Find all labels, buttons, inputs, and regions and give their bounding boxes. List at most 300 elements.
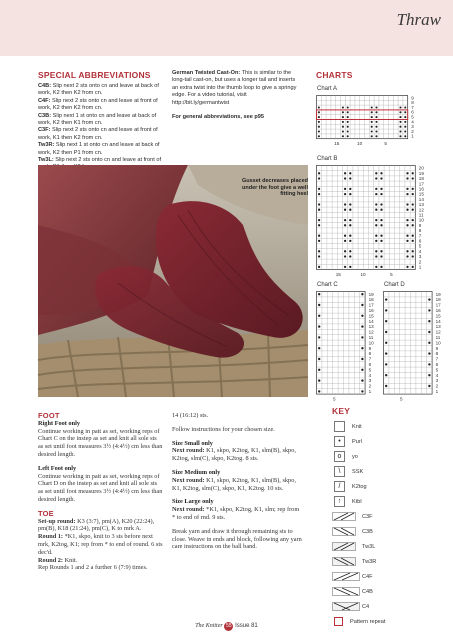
purl-mark (349, 209, 351, 211)
chart-a (316, 95, 446, 145)
key-item-c3f: C3F (332, 509, 442, 524)
purl-mark (371, 111, 373, 113)
purl-mark (361, 304, 363, 306)
chart-c (316, 291, 378, 402)
purl-mark (344, 209, 346, 211)
key-item-tw3r: Tw3R (332, 554, 442, 569)
purl-mark (318, 177, 320, 179)
purl-mark (342, 106, 344, 108)
purl-mark (385, 309, 387, 311)
row-number: 11 (368, 335, 374, 341)
purl-mark (385, 331, 387, 333)
purl-mark (385, 363, 387, 365)
purl-mark (371, 135, 373, 137)
page-number-badge: 55 (226, 623, 232, 629)
purl-mark (406, 255, 408, 257)
key-item-knit: Knit (332, 419, 442, 434)
column-number: 15 (335, 272, 341, 277)
purl-mark (380, 172, 382, 174)
purl-mark (344, 177, 346, 179)
purl-mark (349, 266, 351, 268)
row-number: 10 (435, 340, 441, 346)
purl-mark (349, 219, 351, 221)
row-number: 7 (435, 356, 439, 362)
purl-mark (428, 363, 430, 365)
purl-mark (375, 266, 377, 268)
purl-mark (344, 250, 346, 252)
row-number: 5 (435, 367, 439, 373)
purl-mark (375, 255, 377, 257)
purl-mark (406, 209, 408, 211)
key-item-ssk: \ SSK (332, 464, 442, 479)
chart-a-label: Chart A (317, 86, 338, 92)
key-item-c4b: C4B (332, 584, 442, 599)
purl-mark (361, 293, 363, 295)
purl-mark (361, 315, 363, 317)
purl-mark (318, 379, 320, 381)
row-number: 3 (368, 378, 372, 384)
purl-mark (347, 126, 349, 128)
purl-mark (375, 193, 377, 195)
row-number: 7 (418, 233, 422, 239)
row-number: 8 (435, 351, 439, 357)
row-number: 4 (368, 372, 372, 378)
purl-mark (380, 188, 382, 190)
purl-mark (412, 209, 414, 211)
purl-mark (349, 177, 351, 179)
key-item-tw3l: Tw3L (332, 539, 442, 554)
purl-mark (318, 224, 320, 226)
size-large-text: Next round: *K1, skpo, K2tog, K1, slm; rep from * to end of rnd. 9 sts. (172, 506, 300, 521)
purl-mark (380, 203, 382, 205)
purl-mark (371, 130, 373, 132)
purl-mark (428, 385, 430, 387)
purl-mark (347, 116, 349, 118)
purl-mark (344, 193, 346, 195)
follow-note: Follow instructions for your chosen size. (172, 425, 275, 433)
row-number: 17 (418, 181, 424, 187)
key-heading: KEY (332, 406, 351, 416)
row-number: 15 (368, 313, 374, 319)
chart-grid-border (317, 96, 408, 139)
purl-mark (406, 219, 408, 221)
purl-mark (344, 266, 346, 268)
key-item-pattern-repeat: Pattern repeat (332, 614, 442, 629)
row-number: 8 (411, 100, 414, 106)
purl-mark (318, 336, 320, 338)
instructions-column-1 (38, 412, 163, 572)
purl-mark (318, 293, 320, 295)
row-number: 12 (418, 207, 424, 213)
size-medium-heading: Size Medium only (172, 468, 221, 476)
key-item-ktbl: ↑ Ktbl (332, 494, 442, 509)
purl-mark (318, 266, 320, 268)
row-number: 19 (368, 291, 374, 297)
key-item-k2tog: / K2tog (332, 479, 442, 494)
purl-mark (385, 374, 387, 376)
row-number: 7 (368, 356, 372, 362)
purl-mark (404, 116, 406, 118)
purl-mark (406, 188, 408, 190)
purl-mark (344, 224, 346, 226)
purl-mark (428, 320, 430, 322)
row-number: 10 (368, 340, 374, 346)
purl-mark (344, 240, 346, 242)
purl-mark (412, 255, 414, 257)
k2tog-symbol: / (334, 481, 345, 492)
row-number: 19 (435, 291, 441, 297)
ssk-symbol: \ (334, 466, 345, 477)
round-1: Round 1: *K1, skpo, knit to 3 sts before next mrk, K2tog, K1; rep from * to end of round. 6 sts dec'd. (38, 533, 163, 556)
sock-photo (38, 165, 308, 397)
row-number: 9 (435, 345, 439, 351)
chart-b-label: Chart B (317, 156, 338, 162)
row-number: 1 (411, 133, 414, 139)
row-number: 2 (418, 259, 422, 265)
purl-mark (344, 188, 346, 190)
issue-number: Issue 81 (235, 623, 258, 629)
purl-mark (404, 126, 406, 128)
right-foot-heading: Right Foot only (38, 419, 80, 427)
row-number: 2 (368, 383, 372, 389)
tw3l-symbol (332, 542, 356, 551)
purl-mark (361, 347, 363, 349)
row-number: 1 (368, 389, 372, 395)
chart-grid-border (317, 292, 366, 395)
row-number: 3 (435, 378, 439, 384)
purl-mark (375, 224, 377, 226)
purl-mark (318, 203, 320, 205)
purl-mark (371, 121, 373, 123)
row-number: 15 (435, 313, 441, 319)
purl-mark (404, 130, 406, 132)
cast-on-text: German Twisted Cast-On: This is similar to the long-tail cast-on, but uses a longer tail and inserts an extra twist into the thumb loop to give a springy edge. For a video tutorial, visit http://bit.ly/germantwist (172, 70, 297, 106)
purl-mark (380, 177, 382, 179)
size-medium-text: Next round: K1, skpo, K2tog, K1, slm(B), skpo, K1, K2tog, slm(C), skpo, K1, K2tog. 10 sts. (172, 476, 296, 492)
purl-mark (412, 240, 414, 242)
row-number: 16 (418, 186, 424, 192)
purl-mark (318, 219, 320, 221)
purl-mark (385, 342, 387, 344)
c4f-symbol (332, 572, 360, 581)
row-number: 19 (418, 170, 424, 176)
purl-mark (375, 126, 377, 128)
row-number: 13 (418, 202, 424, 208)
purl-mark (361, 369, 363, 371)
abbreviation-item: C3B: Slip next 1 st onto cn and leave at back of work, K2 then K1 from cn. (38, 112, 157, 127)
purl-mark (385, 352, 387, 354)
purl-mark (318, 390, 320, 392)
purl-mark (428, 352, 430, 354)
purl-mark (406, 266, 408, 268)
purl-mark (318, 111, 320, 113)
row-number: 5 (418, 243, 422, 249)
row-number: 4 (418, 248, 422, 254)
purl-mark (371, 126, 373, 128)
purl-mark (349, 235, 351, 237)
purl-mark (318, 193, 320, 195)
purl-mark (344, 255, 346, 257)
row-number: 6 (368, 362, 372, 368)
purl-mark (404, 121, 406, 123)
header-band (0, 0, 453, 56)
purl-mark (406, 177, 408, 179)
purl-mark (380, 193, 382, 195)
row-number: 14 (418, 196, 424, 202)
purl-mark (428, 374, 430, 376)
row-number: 13 (435, 324, 441, 330)
purl-mark (399, 111, 401, 113)
key-item-yo: o yo (332, 449, 442, 464)
purl-mark (406, 193, 408, 195)
purl-mark (349, 224, 351, 226)
column-number: 5 (400, 396, 403, 402)
row-number: 14 (435, 318, 441, 324)
purl-mark (371, 106, 373, 108)
row-number: 5 (368, 367, 372, 373)
purl-mark (428, 309, 430, 311)
abbreviation-item: C3F: Slip next 2 sts onto cn and leave at front of work, K1 then K2 from cn. (38, 127, 158, 141)
purl-mark (412, 203, 414, 205)
row-number: 1 (418, 264, 422, 270)
cast-on-note (172, 70, 302, 121)
row-number: 16 (368, 308, 374, 314)
purl-mark (349, 255, 351, 257)
purl-mark (428, 331, 430, 333)
instructions-column-2 (172, 412, 302, 557)
abbreviation-item: Tw3R: Slip next 1 st onto cn and leave at back of work, K2 then P1 from cn. (38, 142, 160, 156)
setup-round: Set-up round: K3 (3:7), pm(A), K20 (22:24), pm(B), K18 (21:24), pm(C), K to mrk A. (38, 517, 155, 533)
yo-symbol: o (334, 451, 345, 462)
row-number: 17 (435, 302, 441, 308)
purl-mark (380, 255, 382, 257)
purl-mark (385, 385, 387, 387)
row-number: 15 (418, 191, 424, 197)
purl-mark (318, 209, 320, 211)
row-number: 10 (418, 217, 424, 223)
purl-mark (375, 250, 377, 252)
right-foot-text: Continue working in patt as set, working reps of Chart C on the instep as set and knit all sole sts as set until foot measures 3½ (4:4½) cm less than desired length. (38, 427, 163, 458)
purl-mark (349, 193, 351, 195)
tw3r-symbol (332, 557, 356, 566)
row-number: 11 (435, 335, 441, 341)
purl-mark (347, 135, 349, 137)
stitch-count: 14 (16:12) sts. (172, 412, 209, 419)
c4b-symbol (332, 587, 360, 596)
purl-mark (347, 130, 349, 132)
purl-mark (406, 240, 408, 242)
purl-mark (399, 116, 401, 118)
purl-mark (406, 224, 408, 226)
row-number: 12 (368, 329, 374, 335)
purl-mark (361, 379, 363, 381)
row-number: 9 (411, 95, 414, 101)
purl-mark (349, 250, 351, 252)
purl-mark (412, 250, 414, 252)
purl-mark (385, 298, 387, 300)
column-number: 15 (334, 141, 340, 147)
left-foot-text: Continue working in patt as set, working reps of Chart D on the instep as set and knit all sole sts as set until foot measures 3½ (4:4½) cm less than desired length. (38, 472, 163, 503)
row-number: 4 (435, 372, 439, 378)
purl-mark (380, 224, 382, 226)
abbreviation-item: C4B: Slip next 2 sts onto cn and leave at back of work, K2 then K2 from cn. (38, 83, 159, 97)
purl-mark (344, 219, 346, 221)
purl-mark (406, 235, 408, 237)
purl-mark (385, 320, 387, 322)
purl-mark (406, 250, 408, 252)
purl-mark (375, 111, 377, 113)
purl-mark (347, 111, 349, 113)
row-number: 6 (418, 238, 422, 244)
purl-mark (404, 106, 406, 108)
purl-mark (375, 130, 377, 132)
purl-mark (412, 193, 414, 195)
purl-mark (380, 209, 382, 211)
purl-mark (412, 219, 414, 221)
photo-callout: Gusset decreases placed under the foot give a well fitting heel (241, 178, 308, 198)
purl-mark (318, 135, 320, 137)
purl-mark (344, 172, 346, 174)
row-number: 2 (411, 128, 414, 134)
row-number: 9 (368, 345, 372, 351)
round-2: Round 2: Knit. (38, 556, 78, 564)
purl-mark (380, 266, 382, 268)
purl-mark (399, 121, 401, 123)
purl-mark (375, 203, 377, 205)
purl-mark (375, 177, 377, 179)
purl-mark (412, 266, 414, 268)
purl-mark (347, 106, 349, 108)
purl-mark (380, 219, 382, 221)
purl-mark (412, 172, 414, 174)
purl-mark (412, 224, 414, 226)
foot-heading: FOOT (38, 411, 60, 420)
column-number: 10 (360, 272, 366, 277)
row-number: 3 (411, 124, 414, 130)
purl-mark (412, 235, 414, 237)
purl-mark (318, 358, 320, 360)
purl-mark (399, 135, 401, 137)
c3f-symbol (332, 512, 356, 521)
purl-mark (412, 188, 414, 190)
purl-mark (347, 121, 349, 123)
purl-mark (399, 126, 401, 128)
column-number: 5 (333, 396, 336, 402)
purl-mark (342, 121, 344, 123)
row-number: 11 (418, 212, 424, 218)
purl-mark (318, 172, 320, 174)
chart-b (316, 165, 446, 277)
row-number: 8 (418, 228, 422, 234)
row-number: 14 (368, 318, 374, 324)
purl-mark (318, 250, 320, 252)
purl-mark (380, 250, 382, 252)
purl-mark (318, 325, 320, 327)
purl-mark (399, 106, 401, 108)
purl-mark (318, 369, 320, 371)
abbreviation-item: Tw3L: Slip next 2 sts onto cn and leave at front of (38, 157, 162, 164)
charts-heading: CHARTS (316, 70, 353, 80)
purl-mark (375, 219, 377, 221)
purl-mark (342, 111, 344, 113)
purl-mark (342, 126, 344, 128)
chart-grid-border (384, 292, 433, 395)
size-small-heading: Size Small only (172, 439, 213, 447)
row-number: 7 (411, 104, 414, 110)
purl-mark (380, 235, 382, 237)
purl-mark (361, 358, 363, 360)
purl-mark (349, 203, 351, 205)
purl-mark (361, 336, 363, 338)
purl-mark (375, 172, 377, 174)
left-foot-heading: Left Foot only (38, 464, 77, 472)
purl-mark (406, 172, 408, 174)
repeat-rounds: Rep Rounds 1 and 2 a further 6 (7:9) times. (38, 564, 148, 572)
column-number: 5 (384, 141, 387, 147)
row-number: 18 (418, 176, 424, 182)
column-number: 5 (390, 272, 393, 277)
purl-mark (428, 298, 430, 300)
purl-mark (318, 121, 320, 123)
purl-mark (361, 390, 363, 392)
column-number: 10 (357, 141, 363, 147)
purl-mark (399, 130, 401, 132)
charts-section (316, 70, 446, 80)
purl-mark (318, 106, 320, 108)
purl-mark (375, 121, 377, 123)
c4-symbol (332, 602, 360, 611)
row-number: 17 (368, 302, 374, 308)
purl-mark (318, 116, 320, 118)
knit-symbol (334, 421, 345, 432)
row-number: 12 (435, 329, 441, 335)
chart-d (383, 291, 445, 402)
purl-mark (344, 235, 346, 237)
purl-mark (375, 106, 377, 108)
purl-mark (371, 116, 373, 118)
ktbl-symbol: ↑ (334, 496, 345, 507)
row-number: 4 (411, 119, 414, 125)
purl-mark (375, 116, 377, 118)
purl-mark (318, 347, 320, 349)
key-item-c3b: C3B (332, 524, 442, 539)
purl-mark (380, 240, 382, 242)
purl-symbol: • (334, 436, 345, 447)
purl-mark (349, 240, 351, 242)
purl-mark (344, 203, 346, 205)
purl-mark (342, 116, 344, 118)
section-title: Thraw (396, 10, 441, 29)
purl-mark (318, 315, 320, 317)
purl-mark (412, 177, 414, 179)
row-number: 8 (368, 351, 372, 357)
purl-mark (375, 188, 377, 190)
row-number: 2 (435, 383, 439, 389)
purl-mark (404, 135, 406, 137)
purl-mark (318, 130, 320, 132)
purl-mark (375, 235, 377, 237)
row-number: 6 (435, 362, 439, 368)
purl-mark (318, 126, 320, 128)
row-number: 9 (418, 222, 422, 228)
key-item-c4: C4 (332, 599, 442, 614)
purl-mark (349, 172, 351, 174)
row-number: 3 (418, 254, 422, 260)
purl-mark (375, 135, 377, 137)
purl-mark (318, 255, 320, 257)
purl-mark (342, 130, 344, 132)
abbreviations-heading: SPECIAL ABBREVIATIONS (38, 70, 151, 80)
